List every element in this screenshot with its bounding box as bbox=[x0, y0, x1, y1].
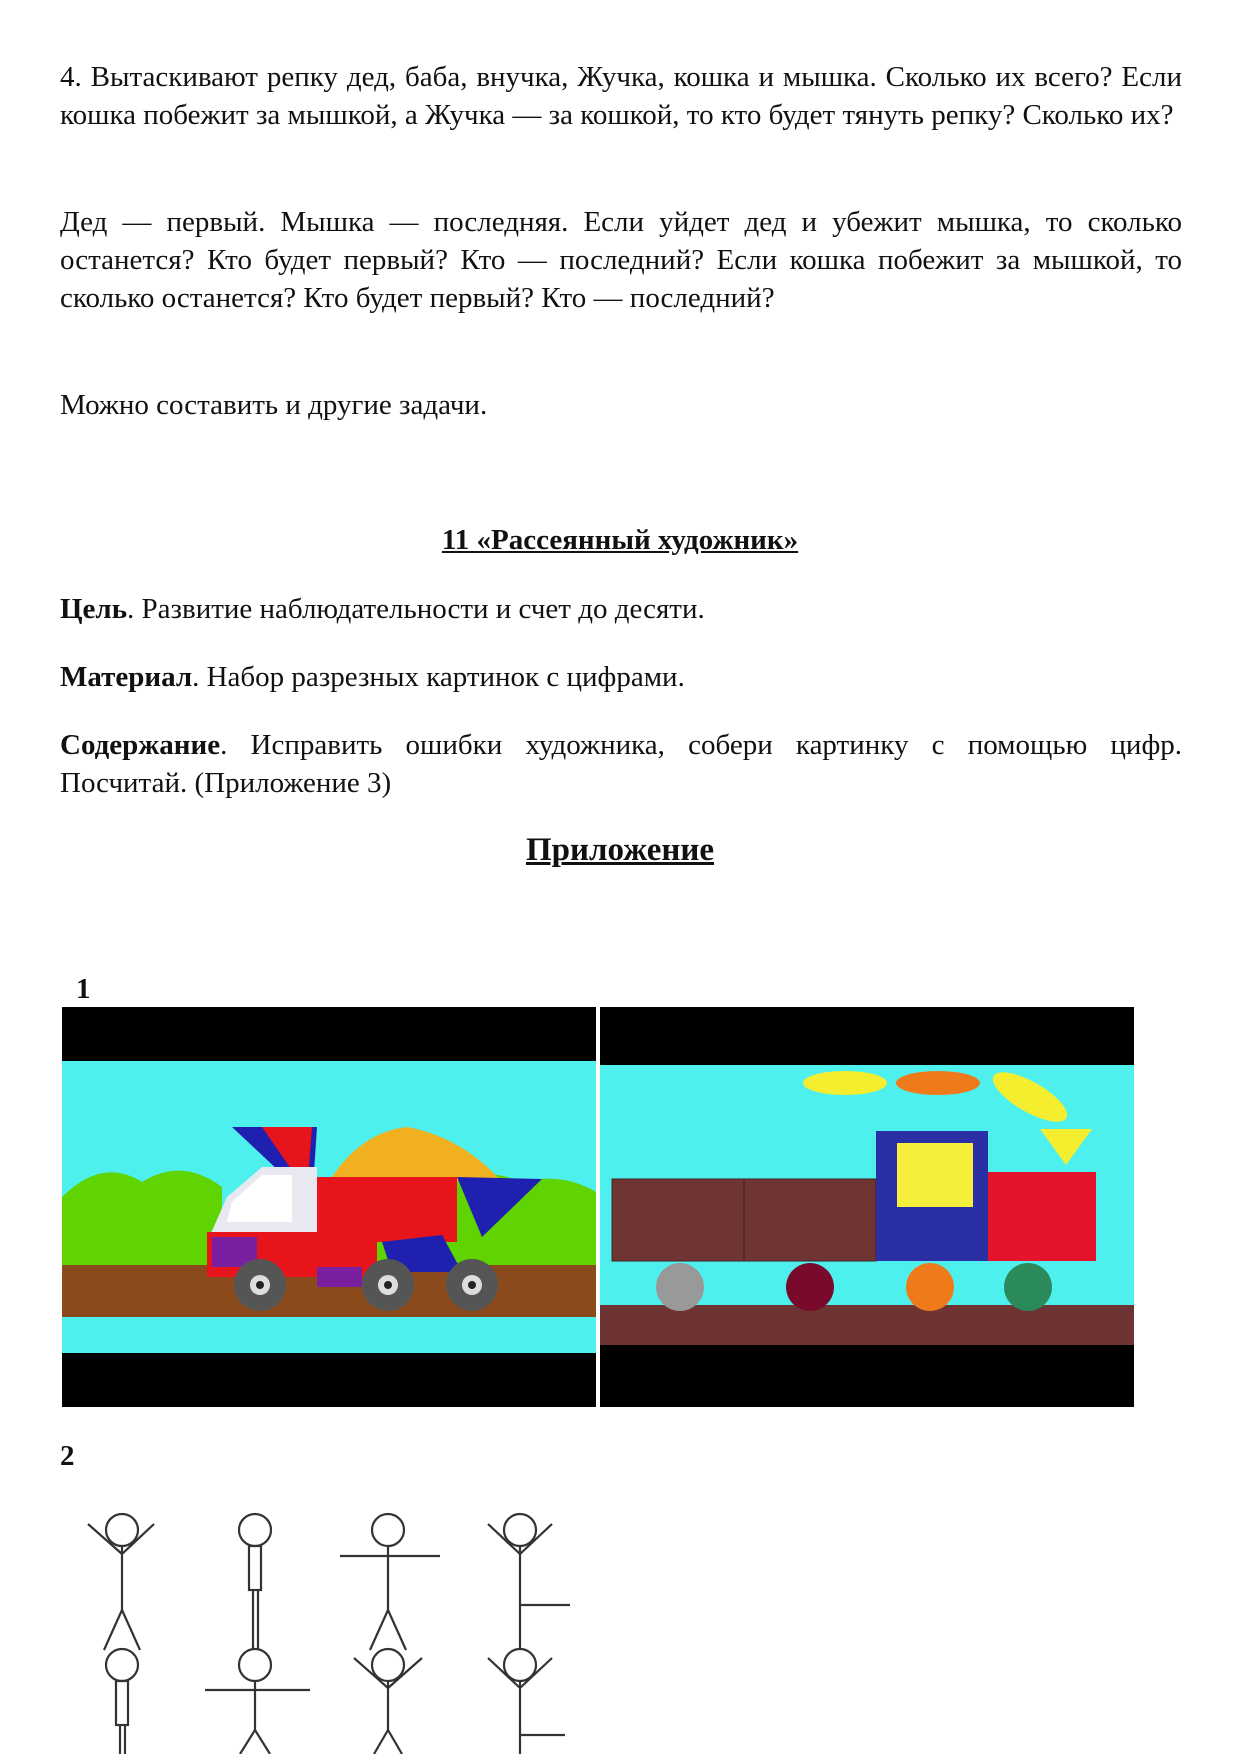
content-text: . Исправить ошибки художника, собери картинку с помощью цифр. Посчитай. (Приложение 3) bbox=[60, 729, 1182, 799]
goal-label: Цель bbox=[60, 593, 128, 625]
stick-figures-illustration bbox=[60, 1500, 620, 1754]
dump-truck-illustration bbox=[62, 1007, 596, 1407]
material-label: Материал bbox=[60, 661, 193, 693]
train-illustration bbox=[600, 1007, 1134, 1407]
goal-text: . Развитие наблюдательности и счет до десяти. bbox=[127, 593, 705, 625]
goal-paragraph bbox=[60, 590, 1182, 628]
content-label: Содержание bbox=[60, 729, 221, 761]
figure2-label: 2 bbox=[60, 1440, 75, 1472]
train-picture bbox=[600, 1007, 1134, 1407]
appendix-title: Приложение bbox=[525, 832, 715, 868]
game11-title: 11 «Рассеянный художник» bbox=[441, 524, 799, 556]
problem4-paragraph3: Можно составить и другие задачи. bbox=[60, 389, 488, 421]
figure1-label: 1 bbox=[76, 973, 91, 1005]
material-text: . Набор разрезных картинок с цифрами. bbox=[192, 661, 685, 693]
problem4-paragraph2: Дед — первый. Мышка — последняя. Если уйдет дед и убежит мышка, то сколько останется? Кто будет первый? Кто — последний? Если кошка побежит за мышкой, то сколько останется? Кто будет первый? Кто — последний? bbox=[60, 206, 1182, 314]
dump-truck-picture bbox=[62, 1007, 596, 1407]
material-paragraph bbox=[60, 658, 1182, 696]
stick-figures-picture bbox=[60, 1500, 620, 1754]
problem4-paragraph1: 4. Вытаскивают репку дед, баба, внучка, Жучка, кошка и мышка. Сколько их всего? Если кошка побежит за мышкой, а Жучка — за кошкой, то кто будет тянуть репку? Сколько их? bbox=[60, 61, 1182, 131]
content-paragraph bbox=[60, 726, 1182, 802]
